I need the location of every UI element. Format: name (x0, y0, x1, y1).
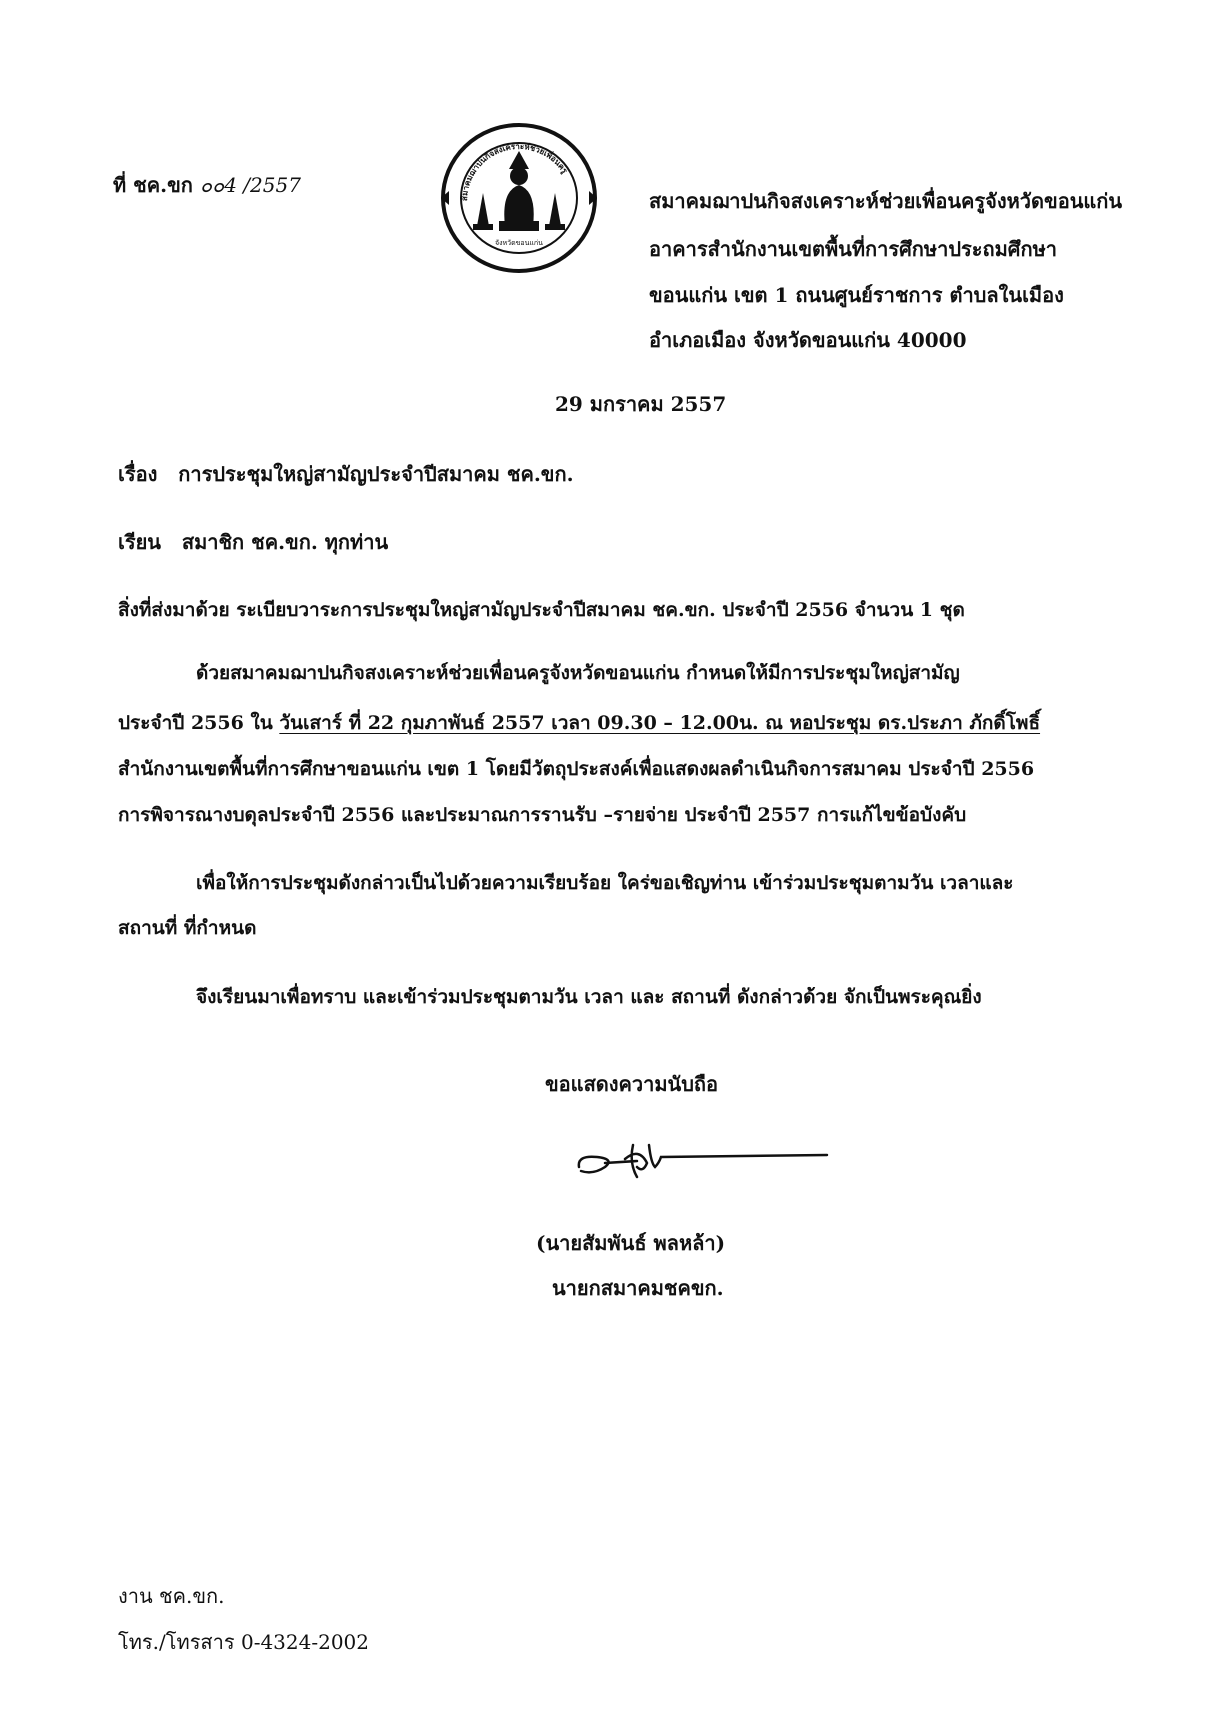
footer-phone: โทร./โทรสาร 0-4324-2002 (118, 1630, 370, 1654)
meeting-intro: ประจำปี 2556 ใน (118, 712, 280, 734)
org-name: สมาคมฌาปนกิจสงเคราะห์ช่วยเพื่อนครูจังหวัดขอนแก่น (649, 189, 1123, 213)
org-address-line-1: อาคารสำนักงานเขตพื้นที่การศึกษาประถมศึกษา (649, 237, 1058, 261)
subject-text: การประชุมใหญ่สามัญประจำปีสมาคม ชค.ขก. (178, 462, 574, 486)
meeting-datetime-venue: วันเสาร์ ที่ 22 กุมภาพันธ์ 2557 เวลา 09.30 – 12.00น. ณ หอประชุม ดร.ประภา ภักดิ์โพธิ์ (279, 712, 1041, 734)
body-paragraph-3: จึงเรียนมาเพื่อทราบ และเข้าร่วมประชุมตามวัน เวลา และ สถานที่ ดังกล่าวด้วย จักเป็นพระคุณยิ่ง (196, 986, 982, 1008)
org-address-line-3: อำเภอเมือง จังหวัดขอนแก่น 40000 (649, 328, 967, 352)
reference-label: ที่ ชค.ขก (113, 173, 193, 197)
handwritten-signature (575, 1133, 830, 1188)
body-paragraph-2-line-2: สถานที่ ที่กำหนด (118, 917, 257, 939)
letter-date: 29 มกราคม 2557 (555, 392, 727, 416)
seal-bottom-text: จังหวัดขอนแก่น (495, 239, 543, 247)
subject-label: เรื่อง (118, 462, 158, 486)
enclosure-line (118, 596, 965, 624)
body-paragraph-1-line-3: สำนักงานเขตพื้นที่การศึกษาขอนแก่น เขต 1 โดยมีวัตถุประสงค์เพื่อแสดงผลดำเนินกิจการสมาคม ประจำปี 2556 (118, 758, 1035, 780)
enclosure-label: สิ่งที่ส่งมาด้วย (118, 599, 230, 621)
signer-title: นายกสมาคมชคขก. (552, 1276, 724, 1300)
body-paragraph-1-line-1: ด้วยสมาคมฌาปนกิจสงเคราะห์ช่วยเพื่อนครูจังหวัดขอนแก่น กำหนดให้มีการประชุมใหญ่สามัญ (196, 662, 960, 684)
recipient-label: เรียน (118, 530, 161, 554)
enclosure-text: ระเบียบวาระการประชุมใหญ่สามัญประจำปีสมาคม ชค.ขก. ประจำปี 2556 จำนวน 1 ชุด (236, 599, 965, 621)
footer-unit: งาน ชค.ขก. (118, 1584, 225, 1608)
org-address-line-2: ขอนแก่น เขต 1 ถนนศูนย์ราชการ ตำบลในเมือง (649, 283, 1064, 307)
recipient-text: สมาชิก ชค.ขก. ทุกท่าน (181, 530, 389, 554)
body-paragraph-1-line-2 (118, 709, 1040, 737)
closing-salutation: ขอแสดงความนับถือ (545, 1072, 719, 1096)
recipient-line (118, 528, 388, 556)
association-seal-logo (439, 121, 599, 276)
reference-value: ๐๐4 /2557 (199, 173, 301, 197)
body-paragraph-2-line-1: เพื่อให้การประชุมดังกล่าวเป็นไปด้วยความเรียบร้อย ใคร่ขอเชิญท่าน เข้าร่วมประชุมตามวัน เวลาและ (196, 872, 1014, 894)
seal-ring-text: สมาคมฌาปนกิจสงเคราะห์ช่วยเพื่อนครู (459, 141, 570, 202)
subject-line (118, 460, 574, 488)
reference-number (113, 171, 301, 199)
signer-name: (นายสัมพันธ์ พลหล้า) (536, 1231, 726, 1255)
body-paragraph-1-line-4: การพิจารณางบดุลประจำปี 2556 และประมาณการรานรับ –รายจ่าย ประจำปี 2557 การแก้ไขข้อบังคับ (118, 804, 967, 826)
